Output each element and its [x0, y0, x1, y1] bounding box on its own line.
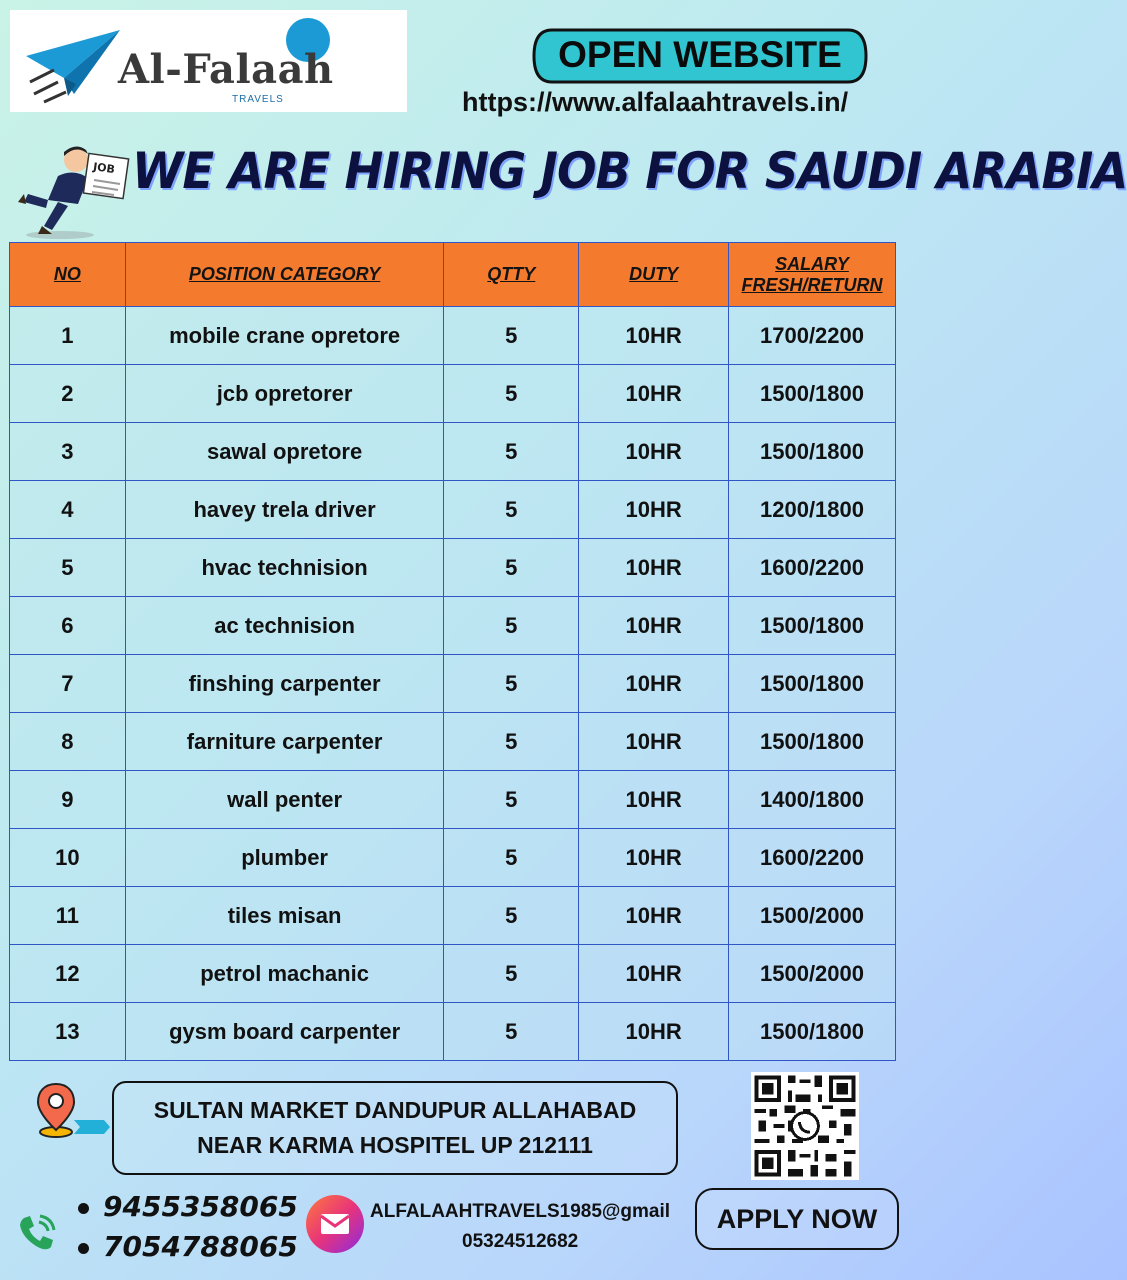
cell-position: finshing carpenter: [125, 655, 444, 713]
cell-qtty: 5: [444, 829, 579, 887]
phone-item: [78, 1227, 298, 1267]
qr-code[interactable]: [751, 1072, 859, 1180]
cell-position: farniture carpenter: [125, 713, 444, 771]
open-website-button[interactable]: [532, 28, 868, 84]
paper-plane-icon: [24, 24, 124, 104]
cell-duty: 10HR: [579, 597, 729, 655]
table-row: [10, 655, 896, 713]
cell-no: 13: [10, 1003, 126, 1061]
phone-item: [78, 1187, 298, 1227]
cell-no: 12: [10, 945, 126, 1003]
cell-position: sawal opretore: [125, 423, 444, 481]
cell-no: 9: [10, 771, 126, 829]
cell-position: jcb opretorer: [125, 365, 444, 423]
cell-salary: 1500/1800: [729, 1003, 896, 1061]
cell-no: 10: [10, 829, 126, 887]
cell-no: 8: [10, 713, 126, 771]
cell-qtty: 5: [444, 307, 579, 365]
cell-salary: 1600/2200: [729, 539, 896, 597]
header-position: POSITION CATEGORY: [125, 243, 444, 307]
cell-salary: 1600/2200: [729, 829, 896, 887]
table-row: [10, 539, 896, 597]
cell-no: 5: [10, 539, 126, 597]
table-row: [10, 597, 896, 655]
cell-qtty: 5: [444, 481, 579, 539]
cell-qtty: 5: [444, 771, 579, 829]
header-no: NO: [10, 243, 126, 307]
address-line1: SULTAN MARKET DANDUPUR ALLAHABAD: [153, 1097, 637, 1123]
brand-name: Al-Falaah: [118, 46, 334, 93]
cell-qtty: 5: [444, 945, 579, 1003]
cell-duty: 10HR: [579, 307, 729, 365]
cell-qtty: 5: [444, 539, 579, 597]
jobs-table: [9, 242, 896, 1061]
phone-number-1[interactable]: 9455358065: [103, 1190, 298, 1223]
cell-no: 7: [10, 655, 126, 713]
table-row: [10, 887, 896, 945]
table-row: [10, 1003, 896, 1061]
header-salary-line1: SALARY: [775, 253, 849, 274]
cell-duty: 10HR: [579, 771, 729, 829]
cell-salary: 1500/1800: [729, 655, 896, 713]
cell-position: hvac technision: [125, 539, 444, 597]
cell-position: petrol machanic: [125, 945, 444, 1003]
cell-position: mobile crane opretore: [125, 307, 444, 365]
cell-position: tiles misan: [125, 887, 444, 945]
brand-logo: [10, 10, 407, 112]
cell-salary: 1500/2000: [729, 945, 896, 1003]
apply-now-button[interactable]: APPLY NOW: [695, 1188, 899, 1250]
cell-duty: 10HR: [579, 481, 729, 539]
cell-duty: 10HR: [579, 713, 729, 771]
table-row: [10, 423, 896, 481]
phone-icon: [16, 1212, 58, 1254]
phone-list: [78, 1187, 298, 1267]
cell-no: 2: [10, 365, 126, 423]
brand-sub: TRAVELS: [232, 94, 284, 105]
cell-qtty: 5: [444, 423, 579, 481]
location-pin-icon: [34, 1080, 110, 1140]
email-address[interactable]: ALFALAAHTRAVELS1985@gmail: [370, 1201, 671, 1222]
cell-qtty: 5: [444, 713, 579, 771]
cell-duty: 10HR: [579, 539, 729, 597]
header-qtty: QTTY: [444, 243, 579, 307]
mail-icon: [306, 1195, 364, 1253]
cell-salary: 1200/1800: [729, 481, 896, 539]
cell-duty: 10HR: [579, 1003, 729, 1061]
cell-duty: 10HR: [579, 423, 729, 481]
cell-qtty: 5: [444, 887, 579, 945]
table-row: [10, 481, 896, 539]
cell-position: gysm board carpenter: [125, 1003, 444, 1061]
cell-duty: 10HR: [579, 887, 729, 945]
cell-salary: 1700/2200: [729, 307, 896, 365]
landline-number[interactable]: 05324512682: [462, 1231, 579, 1252]
bullet: [78, 1203, 89, 1214]
header-salary: [729, 243, 896, 307]
website-url[interactable]: https://www.alfalaahtravels.in/: [462, 87, 849, 117]
cell-no: 6: [10, 597, 126, 655]
cell-qtty: 5: [444, 365, 579, 423]
cell-salary: 1500/1800: [729, 423, 896, 481]
bullet: [78, 1243, 89, 1254]
cell-qtty: 5: [444, 1003, 579, 1061]
cell-qtty: 5: [444, 597, 579, 655]
job-sign-text: JOB: [92, 160, 116, 177]
header-salary-line2: FRESH/RETURN: [741, 274, 883, 295]
open-website-label: OPEN WEBSITE: [558, 34, 842, 75]
cell-duty: 10HR: [579, 655, 729, 713]
cell-duty: 10HR: [579, 829, 729, 887]
cell-position: plumber: [125, 829, 444, 887]
address-line2: NEAR KARMA HOSPITEL UP 212111: [197, 1132, 593, 1158]
phone-number-2[interactable]: 7054788065: [103, 1230, 298, 1263]
table-row: [10, 945, 896, 1003]
table-row: [10, 829, 896, 887]
header-duty: DUTY: [579, 243, 729, 307]
cell-salary: 1500/1800: [729, 713, 896, 771]
page-title: WE ARE HIRING JOB FOR SAUDI ARABIA: [132, 142, 1127, 200]
address-box: [112, 1081, 678, 1175]
table-header-row: [10, 243, 896, 307]
cell-no: 1: [10, 307, 126, 365]
cell-no: 4: [10, 481, 126, 539]
table-row: [10, 771, 896, 829]
table-row: [10, 713, 896, 771]
cell-qtty: 5: [444, 655, 579, 713]
cell-position: havey trela driver: [125, 481, 444, 539]
cell-duty: 10HR: [579, 365, 729, 423]
job-seeker-illustration: [18, 142, 130, 240]
table-row: [10, 307, 896, 365]
cell-position: ac technision: [125, 597, 444, 655]
cell-position: wall penter: [125, 771, 444, 829]
cell-salary: 1500/2000: [729, 887, 896, 945]
table-row: [10, 365, 896, 423]
cell-salary: 1500/1800: [729, 365, 896, 423]
cell-no: 11: [10, 887, 126, 945]
cell-duty: 10HR: [579, 945, 729, 1003]
cell-salary: 1400/1800: [729, 771, 896, 829]
cell-salary: 1500/1800: [729, 597, 896, 655]
cell-no: 3: [10, 423, 126, 481]
